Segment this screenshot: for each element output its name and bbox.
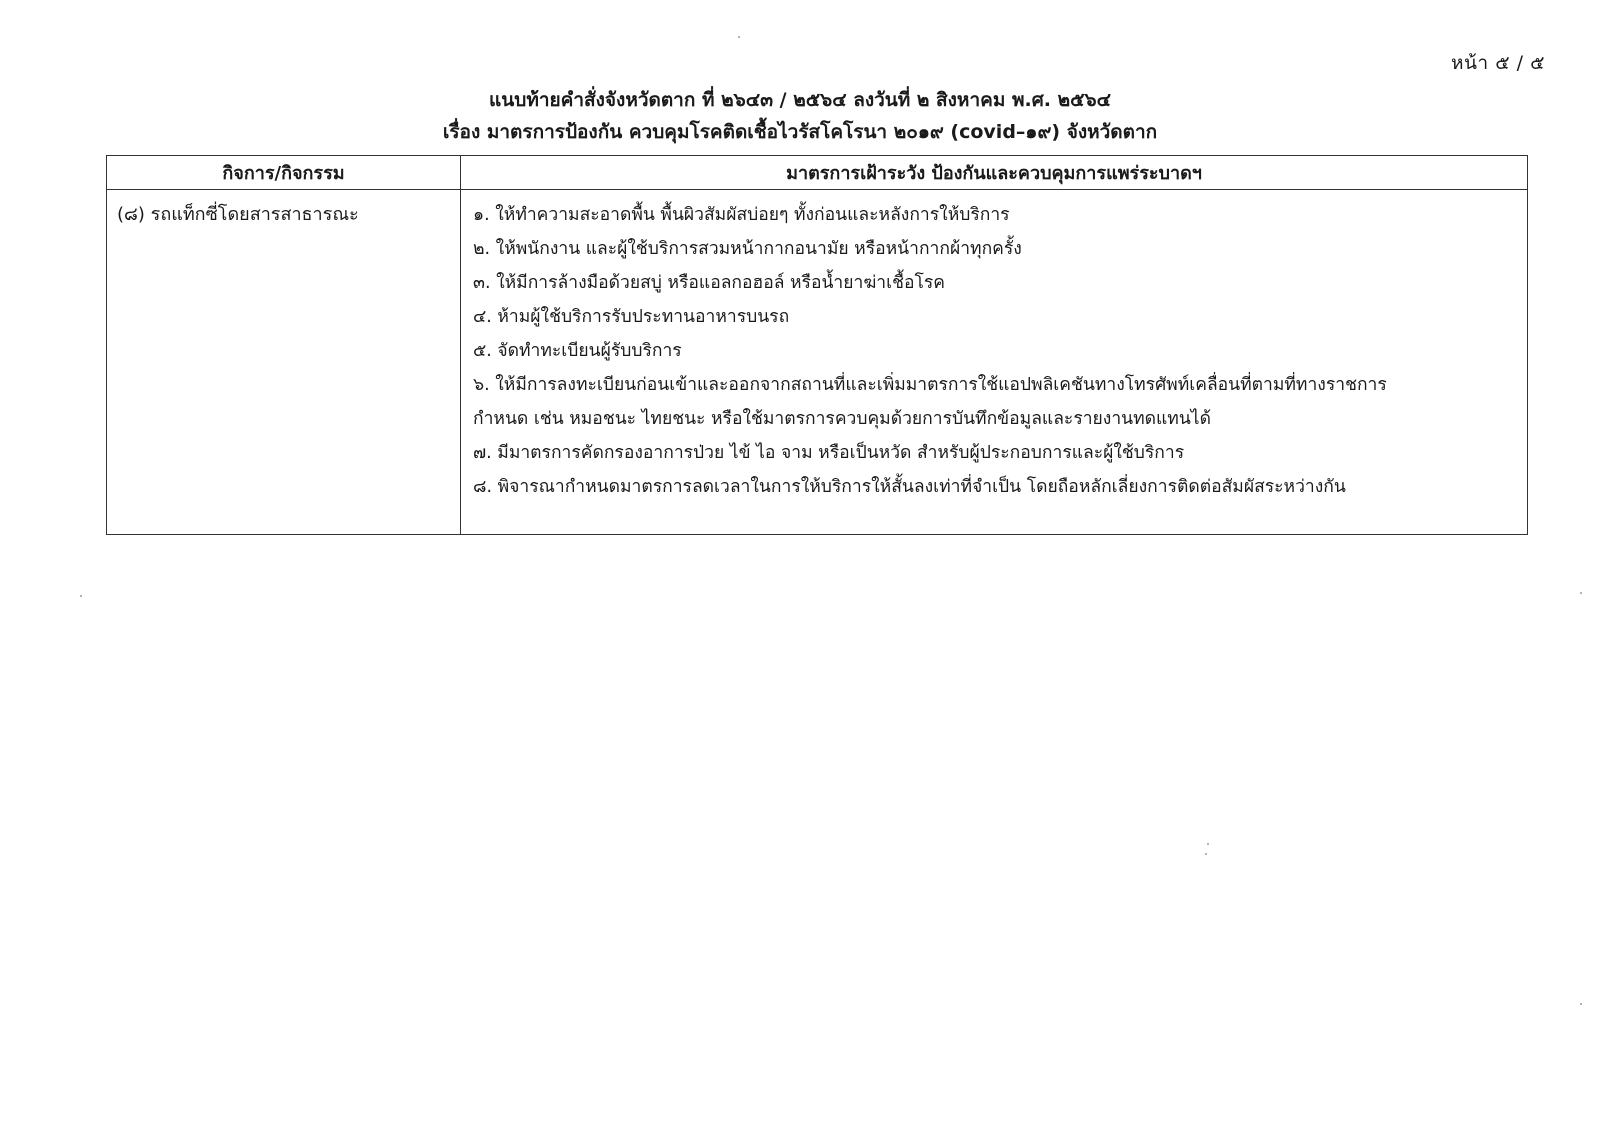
table-header-row [107,156,1528,190]
measure-item [473,300,1517,334]
scan-speck [1580,592,1582,594]
measure-item [473,232,1517,266]
scan-speck [1205,853,1207,855]
page-number: หน้า ๕ / ๕ [1451,52,1545,74]
measure-item [473,436,1517,470]
measure-text: ๗. มีมาตรการคัดกรองอาการป่วย ไข้ ไอ จาม หรือเป็นหวัด สำหรับผู้ประกอบการและผู้ใช้บริการ [473,443,1185,463]
measures-table [106,155,1528,535]
measure-item [473,470,1517,504]
measure-text: ๔. ห้ามผู้ใช้บริการรับประทานอาหารบนรถ [473,307,790,327]
scan-speck [738,36,740,38]
measure-item [473,368,1517,436]
measure-text: ๕. จัดทำทะเบียนผู้รับบริการ [473,341,682,361]
measure-text: ๖. ให้มีการลงทะเบียนก่อนเข้าและออกจากสถานที่และเพิ่มมาตรการใช้แอปพลิเคชันทางโทรศัพท์เคลื่อนที่ตามที่ทางราชการ [473,375,1387,395]
title-line-2: เรื่อง มาตรการป้องกัน ควบคุมโรคติดเชื้อไวรัสโคโรนา ๒๐๑๙ (covid–๑๙) จังหวัดตาก [442,121,1158,143]
title-line-1: แนบท้ายคำสั่งจังหวัดตาก ที่ ๒๖๔๓ / ๒๕๖๔ ลงวันที่ ๒ สิงหาคม พ.ศ. ๒๕๖๔ [489,89,1111,111]
measure-item [473,198,1517,232]
scan-speck [80,595,82,597]
measure-item [473,266,1517,300]
measure-text: ๒. ให้พนักงาน และผู้ใช้บริการสวมหน้ากากอนามัย หรือหน้ากากผ้าทุกครั้ง [473,239,1022,259]
table-row [107,190,1528,535]
header-measures: มาตรการเฝ้าระวัง ป้องกันและควบคุมการแพร่ระบาดฯ [461,156,1528,190]
activity-label: (๘) รถแท็กซี่โดยสารสาธารณะ [117,204,359,225]
measure-list [471,198,1517,504]
measure-item [473,334,1517,368]
measure-text: ๘. พิจารณากำหนดมาตรการลดเวลาในการให้บริการให้สั้นลงเท่าที่จำเป็น โดยถือหลักเลี่ยงการติดต่อสัมผัสระหว่างกัน [473,477,1346,497]
header-activity: กิจการ/กิจกรรม [107,156,461,190]
activity-cell [107,190,461,535]
measure-text: ๓. ให้มีการล้างมือด้วยสบู่ หรือแอลกอฮอล์ หรือน้ำยาฆ่าเชื้อโรค [473,273,946,293]
measure-text-continuation: กำหนด เช่น หมอชนะ ไทยชนะ หรือใช้มาตรการควบคุมด้วยการบันทึกข้อมูลและรายงานทดแทนได้ [473,409,1211,429]
document-title [0,84,1600,148]
scan-speck [1207,843,1209,845]
measure-text: ๑. ให้ทำความสะอาดพื้น พื้นผิวสัมผัสบ่อยๆ ทั้งก่อนและหลังการให้บริการ [473,205,1010,225]
scan-speck [1580,1003,1582,1005]
measures-cell [461,190,1528,535]
